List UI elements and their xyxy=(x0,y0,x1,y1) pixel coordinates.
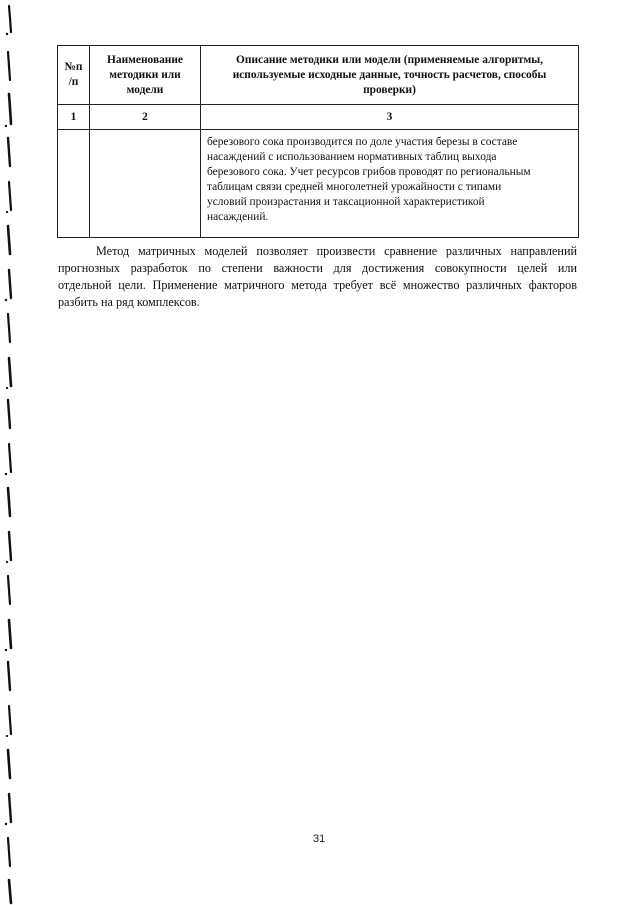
header-method-name xyxy=(90,46,201,105)
header-number-line: №п xyxy=(64,61,83,73)
description-line: таблицам связи средней многолетней урожайности с типами xyxy=(207,181,502,193)
paragraph-line: разбить на ряд комплексов. xyxy=(58,295,200,309)
row-name-cell xyxy=(90,130,201,238)
description-line: насаждений с использованием нормативных таблиц выхода xyxy=(207,151,497,163)
paragraph-line: отдельной цели. Применение матричного метода требует всё множество различных факторов xyxy=(58,278,577,292)
paragraph-line: прогнозных разработок по степени важности для достижения совокупности целей или xyxy=(58,261,577,275)
binding-marks-graphic xyxy=(0,0,30,905)
column-number-1: 1 xyxy=(58,105,90,130)
description-line: насаждений. xyxy=(207,211,269,223)
column-number-3: 3 xyxy=(201,105,579,130)
row-number-cell xyxy=(58,130,90,238)
column-numbers-row xyxy=(58,105,579,130)
binding-edge-marks xyxy=(0,0,30,905)
table-row xyxy=(58,130,579,238)
header-description-line: используемые исходные данные, точность расчетов, способы xyxy=(232,68,547,81)
header-method-description xyxy=(201,46,579,105)
row-description-cell xyxy=(201,130,579,238)
description-line: условий произрастания и таксационной характеристикой xyxy=(207,196,485,208)
header-number-line: /п xyxy=(68,76,79,88)
table-header-row xyxy=(58,46,579,105)
methods-table xyxy=(57,45,579,238)
page-number: 31 xyxy=(313,833,326,845)
description-line: березового сока. Учет ресурсов грибов проводят по региональным xyxy=(207,166,531,178)
header-number xyxy=(58,46,90,105)
header-method-name-line: модели xyxy=(126,83,164,96)
header-method-name-line: методики или xyxy=(109,68,181,81)
header-description-line: Описание методики или модели (применяемые алгоритмы, xyxy=(236,53,543,66)
description-line: березового сока производится по доле участия березы в составе xyxy=(207,136,518,148)
body-paragraph xyxy=(58,243,577,311)
header-description-line: проверки) xyxy=(363,83,416,96)
paragraph-line: Метод матричных моделей позволяет произвести сравнение различных направлений xyxy=(96,244,577,258)
header-method-name-line: Наименование xyxy=(107,53,183,66)
column-number-2: 2 xyxy=(90,105,201,130)
